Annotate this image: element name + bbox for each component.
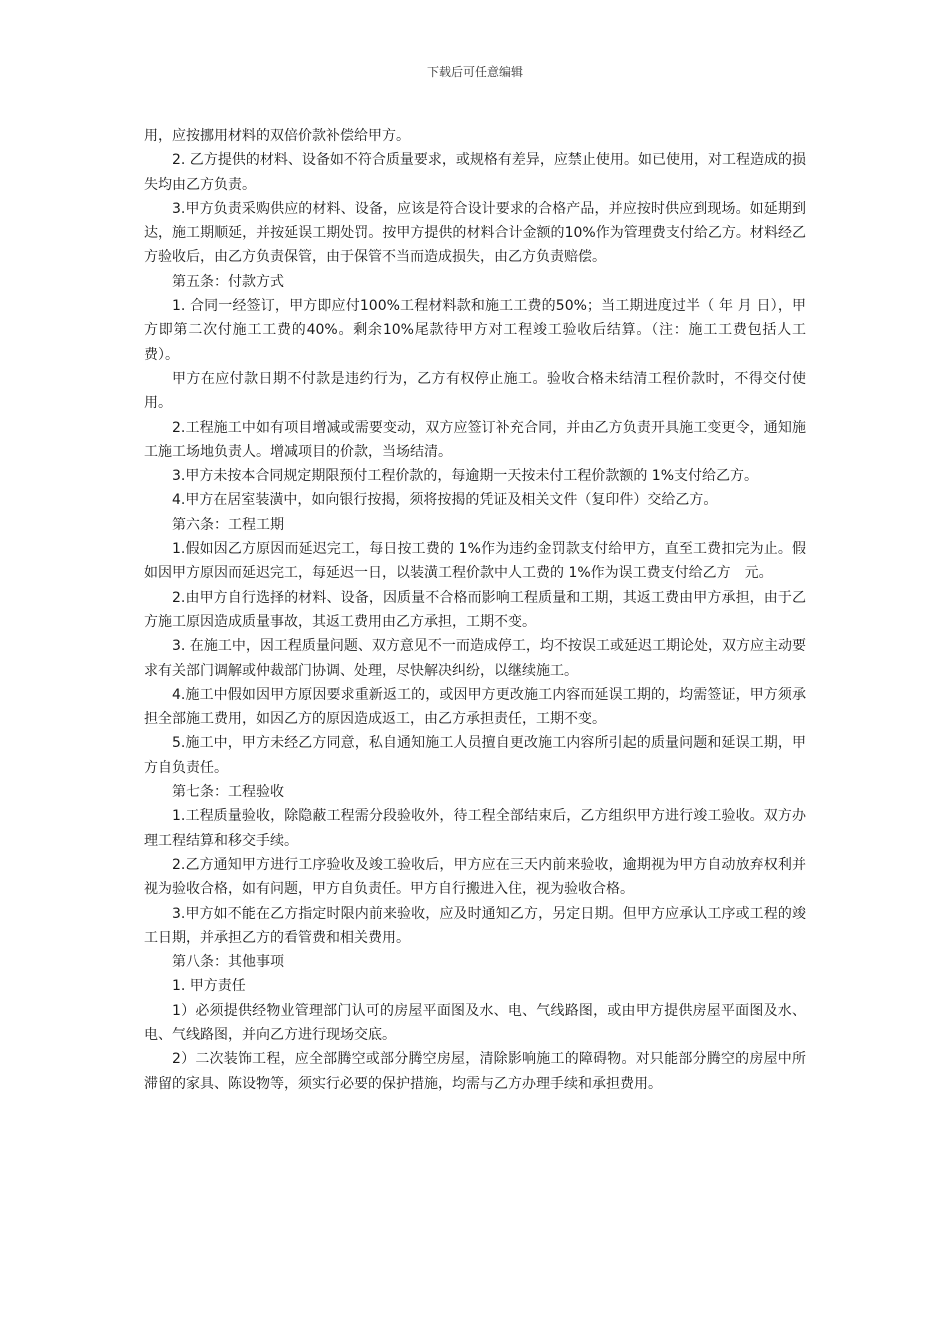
paragraph-14: 5.施工中，甲方未经乙方同意，私自通知施工人员擅自更改施工内容所引起的质量问题和延误工期，甲方自负责任。 (144, 735, 806, 776)
paragraph-12: 3. 在施工中，因工程质量问题、双方意见不一而造成停工，均不按误工或延迟工期论处，双方应主动要求有关部门调解或仲裁部门协调、处理，尽快解决纠纷，以继续施工。 (144, 638, 806, 679)
section-heading-7: 第七条：工程验收 (172, 784, 284, 801)
paragraph-2: 3.甲方负责采购供应的材料、设备，应该是符合设计要求的合格产品，并应按时供应到现场。如延期到达，施工期顺延，并按延误工期处罚。按甲方提供的材料合计金额的10%作为管理费支付给乙方。材料经乙方验收后，由乙方负责保管，由于保管不当而造成损失，由乙方负责赔偿。 (144, 200, 806, 266)
section-heading-6: 第六条：工程工期 (172, 516, 284, 533)
paragraph-22: 2）二次装饰工程，应全部腾空或部分腾空房屋，清除影响施工的障碍物。对只能部分腾空的房屋中所滞留的家具、陈设物等，须实行必要的保护措施，均需与乙方办理手续和承担费用。 (144, 1051, 806, 1092)
paragraph-5: 甲方在应付款日期不付款是违约行为，乙方有权停止施工。验收合格未结清工程价款时，不得交付使用。 (144, 370, 806, 412)
section-heading-5: 第五条：付款方式 (172, 273, 284, 290)
paragraph-17: 2.乙方通知甲方进行工序验收及竣工验收后，甲方应在三天内前来验收，逾期视为甲方自动放弃权利并视为验收合格，如有问题，甲方自负责任。甲方自行搬进入住，视为验收合格。 (144, 856, 806, 898)
paragraph-11: 2.由甲方自行选择的材料、设备，因质量不合格而影响工程质量和工期，其返工费由甲方承担，由于乙方施工原因造成质量事故，其返工费用由乙方承担，工期不变。 (144, 589, 806, 630)
paragraph-4: 1. 合同一经签订，甲方即应付100%工程材料款和施工工费的50%；当工期进度过半（ 年 月 日），甲方即第二次付施工工费的40%。剩余10%尾款待甲方对工程竣工验收后结算。（注：施工工费包括人工费）。 (144, 298, 806, 363)
paragraph-10: 1.假如因乙方原因而延迟完工，每日按工费的 1%作为违约金罚款支付给甲方，直至工费扣完为止。假如因甲方原因而延迟完工，每延迟一日，以装潢工程价款中人工费的 1%作为误工费支付给乙方 元。 (144, 541, 806, 582)
paragraph-8: 4.甲方在居室装潢中，如向银行按揭，须将按揭的凭证及相关文件（复印件）交给乙方。 (172, 492, 718, 509)
paragraph-1: 2. 乙方提供的材料、设备如不符合质量要求，或规格有差异，应禁止使用。如已使用，对工程造成的损失均由乙方负责。 (144, 152, 806, 193)
paragraph-16: 1.工程质量验收，除隐蔽工程需分段验收外，待工程全部结束后，乙方组织甲方进行竣工验收。双方办理工程结算和移交手续。 (144, 808, 806, 849)
paragraph-0: 用，应按挪用材料的双倍价款补偿给甲方。 (144, 128, 410, 144)
section-heading-8: 第八条：其他事项 (172, 954, 284, 971)
paragraph-7: 3.甲方未按本合同规定期限预付工程价款的，每逾期一天按未付工程价款额的 1%支付给乙方。 (172, 468, 759, 485)
paragraph-21: 1）必须提供经物业管理部门认可的房屋平面图及水、电、气线路图，或由甲方提供房屋平面图及水、电、气线路图，并向乙方进行现场交底。 (144, 1002, 806, 1043)
paragraph-18: 3.甲方如不能在乙方指定时限内前来验收，应及时通知乙方，另定日期。但甲方应承认工序或工程的竣工日期，并承担乙方的看管费和相关费用。 (144, 905, 806, 946)
page-header: 下载后可任意编辑 (426, 65, 523, 79)
paragraph-13: 4.施工中假如因甲方原因要求重新返工的，或因甲方更改施工内容而延误工期的，均需签证，甲方须承担全部施工费用，如因乙方的原因造成返工，由乙方承担责任，工期不变。 (144, 686, 806, 728)
paragraph-20: 1. 甲方责任 (172, 978, 246, 995)
paragraph-6: 2.工程施工中如有项目增减或需要变动，双方应签订补充合同，并由乙方负责开具施工变更令，通知施工施工场地负责人。增减项目的价款，当场结清。 (144, 419, 806, 460)
document-body (144, 124, 806, 1096)
